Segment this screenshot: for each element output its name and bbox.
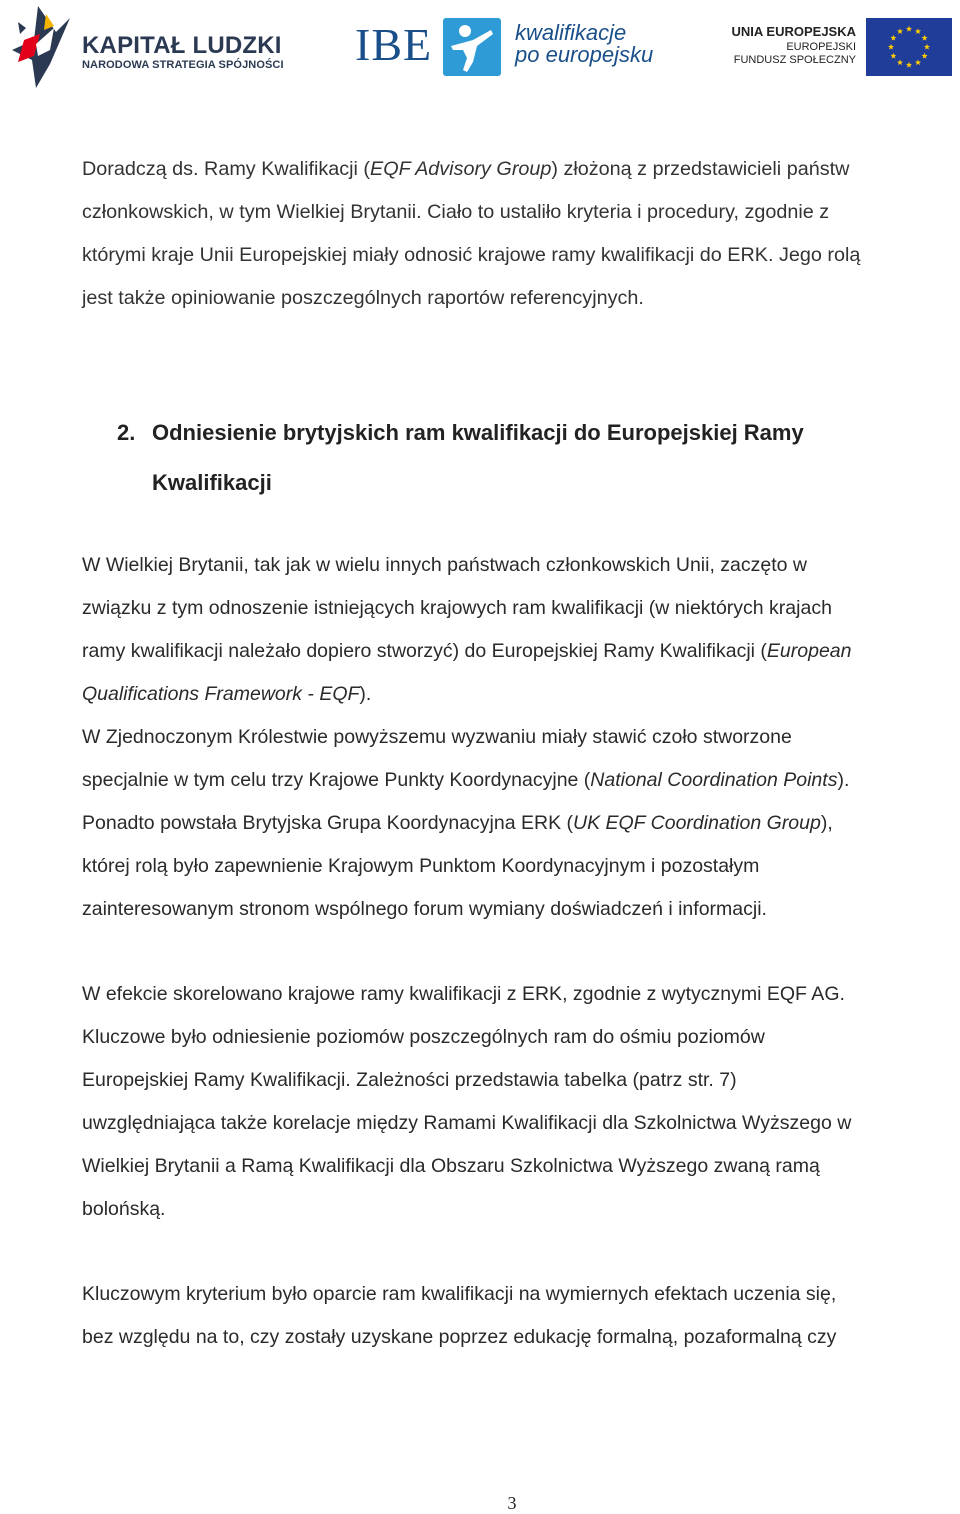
- text-segment: Wielkiej Brytanii a Ramą Kwalifikacji dla Obszaru Szkolnictwa Wyższego zwaną ramą: [82, 1155, 820, 1177]
- text-line: [82, 845, 942, 888]
- document-header: [0, 0, 960, 95]
- text-line: [82, 1102, 942, 1145]
- text-segment: W Zjednoczonym Królestwie powyższemu wyzwaniu miały stawić czoło stworzone: [82, 726, 792, 748]
- kapital-ludzki-logo: [10, 4, 284, 90]
- eu-line-3: FUNDUSZ SPOŁECZNY: [733, 54, 856, 66]
- eu-line-2: EUROPEJSKI: [786, 41, 856, 53]
- paragraph-4: [82, 1273, 942, 1359]
- text-segment: Doradczą ds. Ramy Kwalifikacji (: [82, 158, 371, 180]
- text-segment: uwzględniająca także korelacje między Ramami Kwalifikacji dla Szkolnictwa Wyższego w: [82, 1112, 852, 1134]
- text-segment: Europejskiej Ramy Kwalifikacji. Zależności przedstawia tabelka (patrz str. 7): [82, 1069, 737, 1091]
- text-segment: specjalnie w tym celu trzy Krajowe Punkty Koordynacyjne (: [82, 769, 591, 791]
- eu-star: [906, 62, 912, 68]
- section-title-line-2: Kwalifikacji: [152, 470, 272, 495]
- eu-star: [906, 26, 912, 32]
- ibe-tagline: [515, 22, 653, 66]
- page-number: 3: [507, 1493, 517, 1513]
- text-segment: którymi kraje Unii Europejskiej miały odnosić krajowe ramy kwalifikacji do ERK. Jego rolą: [82, 244, 861, 266]
- italic-term: European: [766, 640, 852, 662]
- section-number: 2.: [117, 420, 136, 445]
- text-line: [82, 1016, 942, 1059]
- italic-term: EQF Advisory Group: [370, 158, 552, 180]
- eu-star: [924, 44, 930, 50]
- paragraph-1: [82, 148, 942, 320]
- text-line: [82, 277, 942, 320]
- eu-star: [922, 53, 928, 59]
- italic-term: National Coordination Points: [590, 769, 838, 791]
- text-line: [82, 1273, 942, 1316]
- text-line: [82, 973, 942, 1016]
- eu-star: [897, 28, 903, 34]
- text-segment: zainteresowanym stronom wspólnego forum wymiany doświadczeń i informacji.: [82, 898, 767, 920]
- eu-star: [915, 28, 921, 34]
- text-segment: członkowskich, w tym Wielkiej Brytanii. Ciało to ustaliło kryteria i procedury, zgodnie z: [82, 201, 830, 223]
- text-line: [82, 673, 942, 716]
- text-segment: ),: [820, 812, 833, 834]
- eu-line-1: UNIA EUROPEJSKA: [731, 24, 856, 39]
- eu-star: [922, 35, 928, 41]
- text-segment: bez względu na to, czy zostały uzyskane poprzez edukację formalną, pozaformalną czy: [82, 1326, 837, 1348]
- text-segment: W efekcie skorelowano krajowe ramy kwalifikacji z ERK, zgodnie z wytycznymi EQF AG.: [82, 983, 845, 1005]
- paragraph-2: [82, 544, 942, 931]
- text-segment: jest także opiniowanie poszczególnych raportów referencyjnych.: [82, 287, 644, 309]
- paragraph-3: [82, 973, 942, 1231]
- eu-star: [915, 59, 921, 65]
- text-line: [82, 716, 942, 759]
- eu-star: [890, 35, 896, 41]
- italic-term: Qualifications Framework - EQF: [82, 683, 360, 705]
- text-segment: Kluczowe było odniesienie poziomów poszczególnych ram do ośmiu poziomów: [82, 1026, 765, 1048]
- eu-star: [897, 59, 903, 65]
- text-segment: bolońską.: [82, 1198, 166, 1220]
- text-segment: związku z tym odnoszenie istniejących krajowych ram kwalifikacji (w niektórych krajach: [82, 597, 832, 619]
- text-line: [82, 759, 942, 802]
- eu-star: [888, 44, 894, 50]
- text-line: [82, 148, 942, 191]
- text-line: [82, 1316, 942, 1359]
- text-line: [82, 1059, 942, 1102]
- text-segment: ) złożoną z przedstawicieli państw: [551, 158, 850, 180]
- kapital-ludzki-emblem: [10, 4, 72, 90]
- text-segment: której rolą było zapewnienie Krajowym Punktom Koordynacyjnym i pozostałym: [82, 855, 760, 877]
- text-segment: ramy kwalifikacji należało dopiero stworzyć) do Europejskiej Ramy Kwalifikacji (: [82, 640, 767, 662]
- text-line: [82, 234, 942, 277]
- text-segment: W Wielkiej Brytanii, tak jak w wielu innych państwach członkowskich Unii, zaczęto w: [82, 554, 808, 576]
- text-line: [82, 1188, 942, 1231]
- text-line: [82, 191, 942, 234]
- eu-logo: [731, 18, 952, 76]
- eu-star: [890, 53, 896, 59]
- text-segment: ).: [837, 769, 850, 791]
- text-segment: Kluczowym kryterium było oparcie ram kwalifikacji na wymiernych efektach uczenia się,: [82, 1283, 837, 1305]
- eu-flag-icon: [866, 18, 952, 76]
- ibe-name: IBE: [355, 19, 433, 70]
- ibe-tagline-1: kwalifikacje: [515, 20, 627, 45]
- section-title: [152, 410, 932, 510]
- italic-term: UK EQF Coordination Group: [573, 812, 821, 834]
- text-line: [82, 587, 942, 630]
- ibe-logo: [355, 14, 654, 80]
- text-line: [82, 802, 942, 845]
- text-segment: Ponadto powstała Brytyjska Grupa Koordynacyjna ERK (: [82, 812, 573, 834]
- text-line: [82, 630, 942, 673]
- kapital-ludzki-title: KAPITAŁ LUDZKI: [82, 32, 282, 59]
- text-segment: ).: [359, 683, 372, 705]
- text-line: [82, 888, 942, 931]
- kapital-ludzki-subtitle: NARODOWA STRATEGIA SPÓJNOŚCI: [82, 59, 284, 71]
- text-line: [82, 1145, 942, 1188]
- section-title-line-1: Odniesienie brytyjskich ram kwalifikacji do Europejskiej Ramy: [152, 420, 804, 445]
- ibe-tagline-2: po europejsku: [515, 42, 654, 67]
- ibe-figure-icon: [443, 18, 501, 76]
- text-line: [82, 544, 942, 587]
